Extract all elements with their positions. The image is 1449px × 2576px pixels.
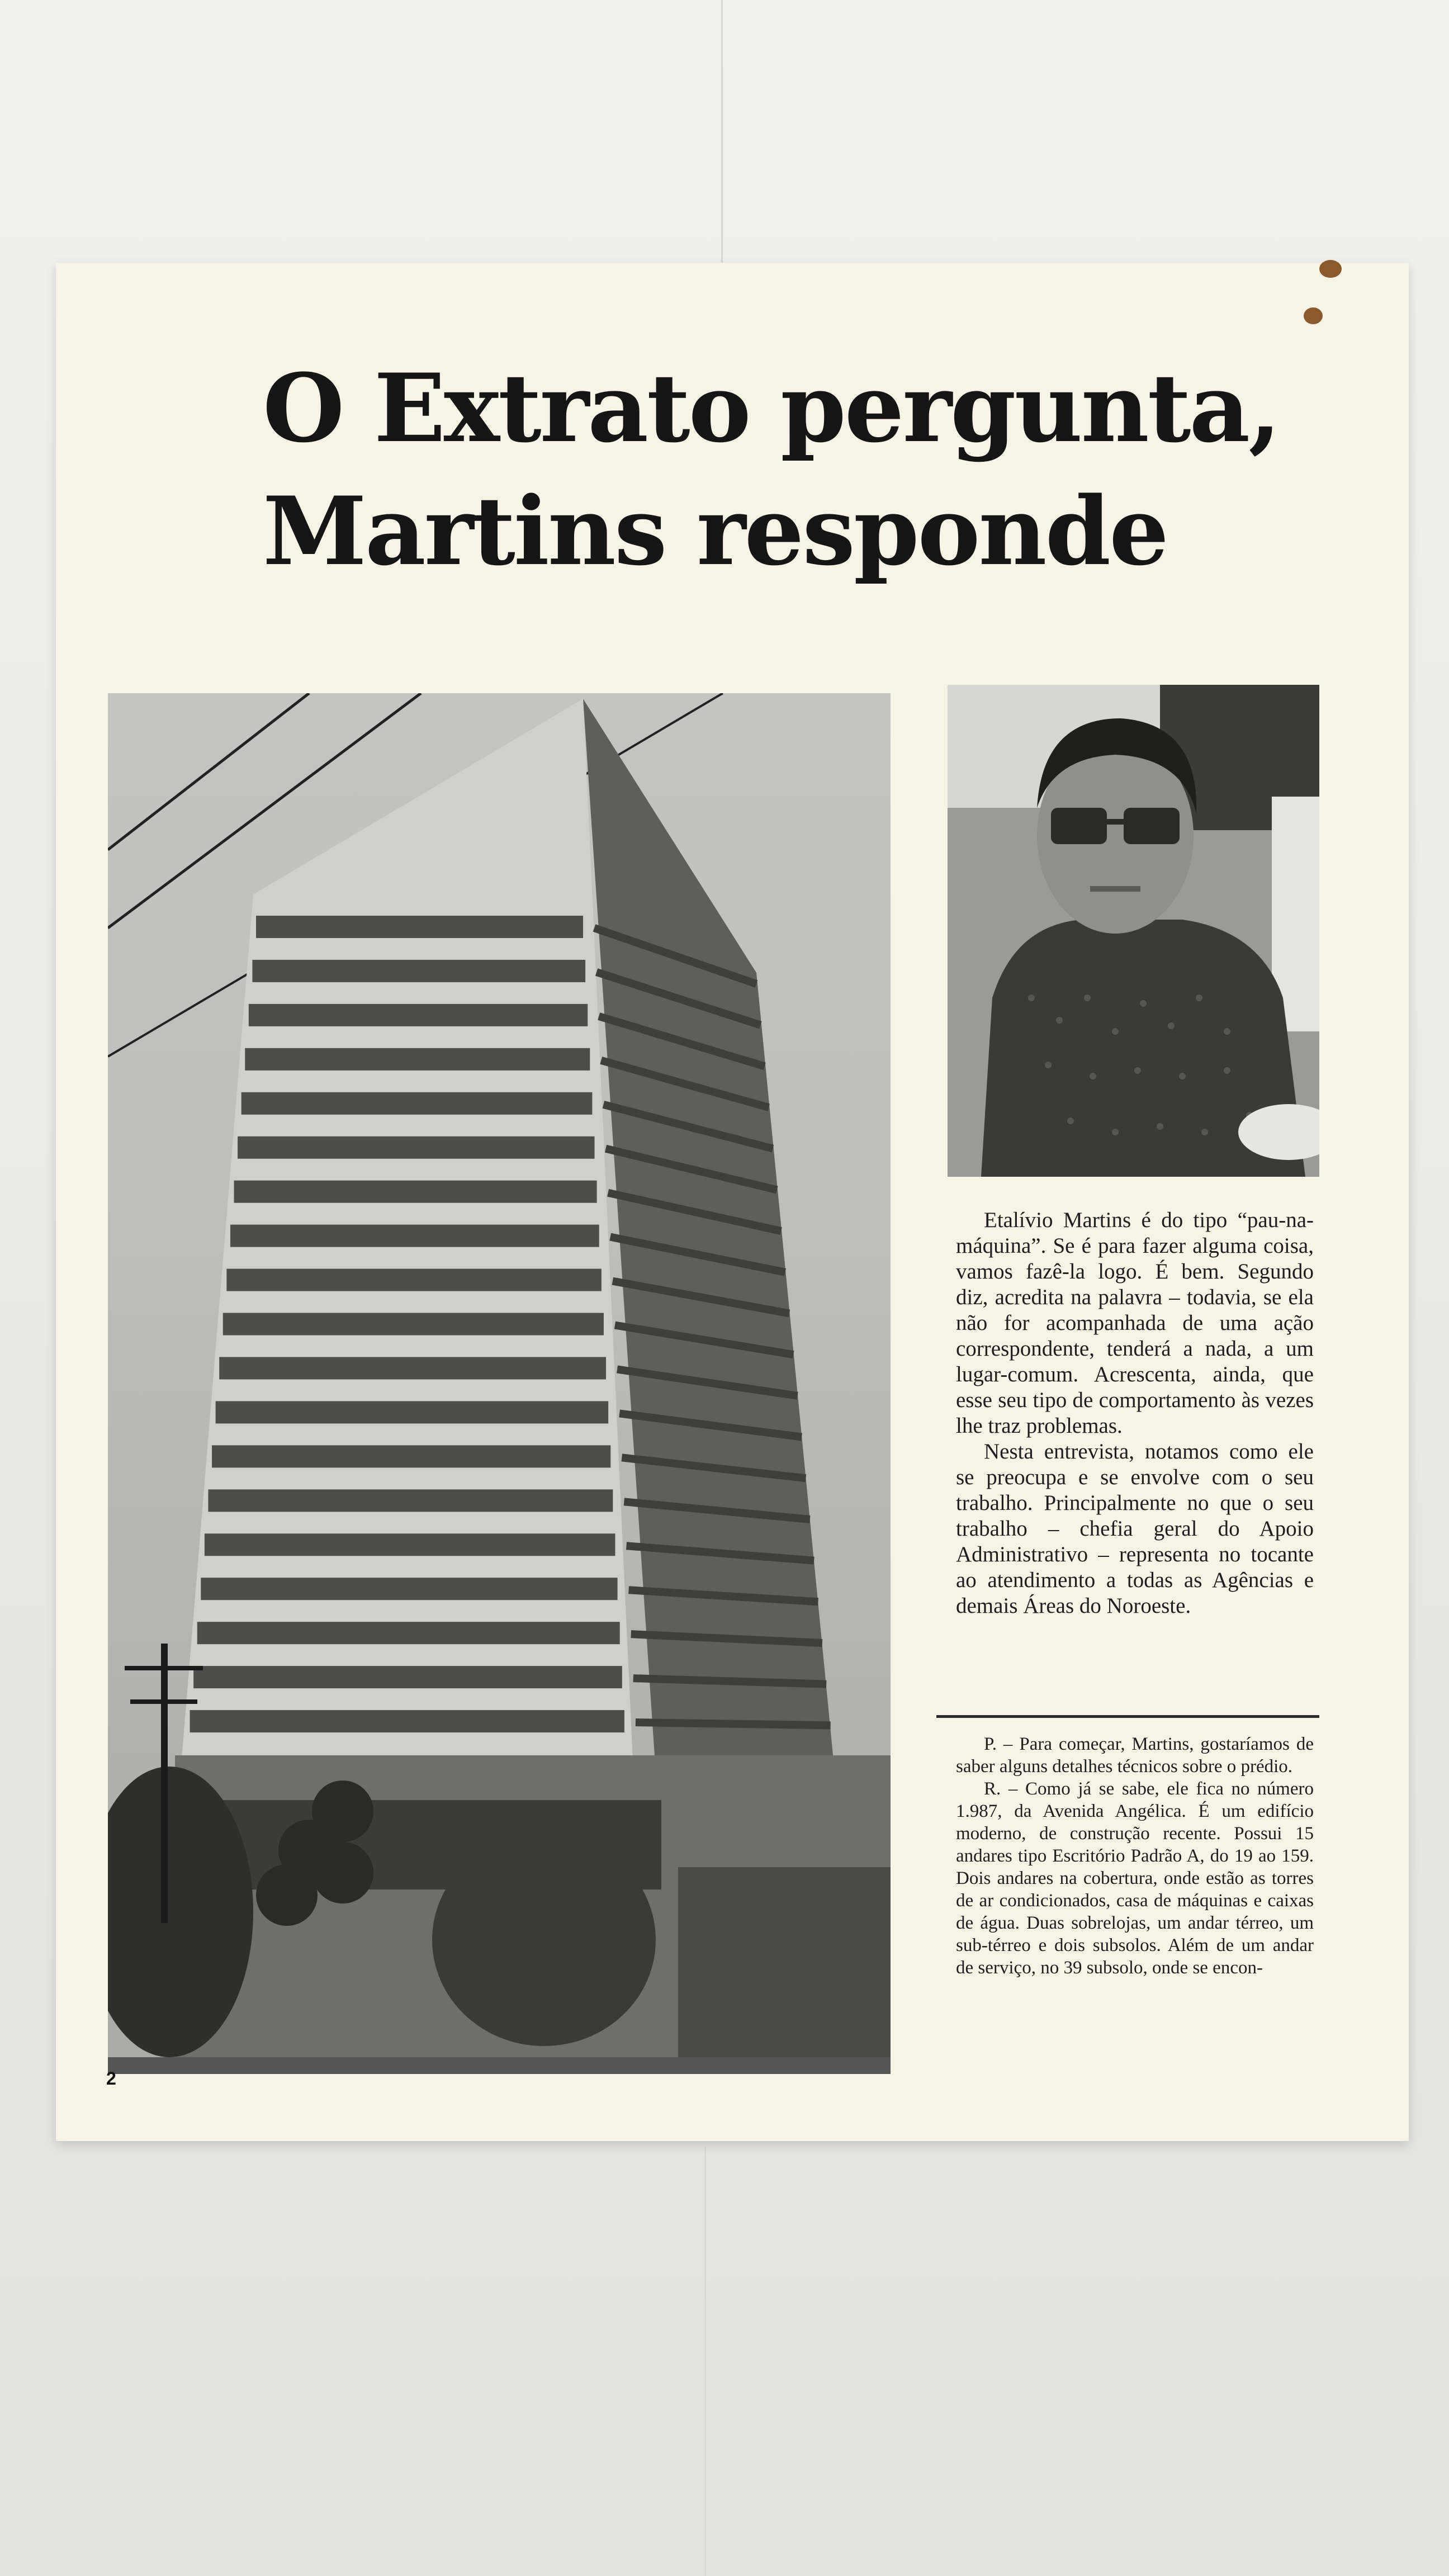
window-band <box>238 1137 594 1159</box>
magazine-page <box>56 263 1409 2141</box>
window-band <box>219 1357 606 1379</box>
window-band <box>245 1048 590 1071</box>
portrait-photo <box>948 685 1319 1177</box>
window-band <box>216 1401 609 1423</box>
window-band <box>226 1269 601 1291</box>
window-band <box>205 1533 615 1556</box>
question-paragraph: P. – Para começar, Martins, gostaríamos de saber alguns detalhes técnicos sobre o prédio. <box>956 1734 1314 1777</box>
building-photo <box>108 693 891 2074</box>
window-band <box>252 960 585 982</box>
window-band <box>193 1666 622 1688</box>
intro-text <box>956 1208 1314 1619</box>
wall-crease <box>721 0 723 268</box>
window-band <box>223 1313 604 1336</box>
intro-paragraph: Etalívio Martins é do tipo “pau-na-máquina”. Se é para fazer alguma coisa, vamos fazê-la logo. É bem. Segundo diz, acredita na palavra – todavia, se ela não for acompanhada de uma ação correspondente, tenderá a nada, a um lugar-comum. Acrescenta, ainda, que esse seu tipo de comportamento às vezes lhe traz problemas. <box>956 1208 1314 1438</box>
section-divider <box>936 1715 1319 1718</box>
intro-paragraph: Nesta entrevista, notamos como ele se preocupa e se envolve com o seu trabalho. Principalmente no que o seu trabalho – chefia geral do Apoio Administrativo – representa no tocante ao atendimento a todas as Agências e demais Áreas do Noroeste. <box>956 1439 1314 1618</box>
interview-text <box>956 1733 1314 1979</box>
window-band <box>201 1578 617 1600</box>
window-band <box>242 1092 593 1115</box>
window-band <box>197 1622 620 1644</box>
window-band <box>208 1489 613 1512</box>
window-band <box>230 1225 599 1247</box>
title-line-1: O Extrato pergunta, <box>263 353 1280 463</box>
window-band <box>212 1445 610 1467</box>
paper-stain <box>1304 307 1323 324</box>
paper-stain <box>1319 260 1342 278</box>
wall-crease <box>704 2147 706 2576</box>
window-band <box>190 1710 624 1732</box>
page-number: 2 <box>106 2068 116 2089</box>
side-window-band <box>636 1722 831 1725</box>
window-band <box>249 1004 588 1026</box>
page-title <box>263 347 1325 593</box>
answer-paragraph: R. – Como já se sabe, ele fica no número 1.987, da Avenida Angélica. É um edifício moderno, de construção recente. Possui 15 andares tipo Escritório Padrão A, do 19 ao 159. Dois andares na cobertura, onde estão as torres de ar condicionados, casa de máquinas e caixas de água. Duas sobrelojas, um andar térreo, um sub-térreo e dois subsolos. Além de um andar de serviço, no 39 subsolo, onde se encon- <box>956 1779 1314 1978</box>
window-band <box>256 916 583 938</box>
title-line-2: Martins responde <box>263 476 1167 586</box>
window-band <box>234 1181 597 1203</box>
